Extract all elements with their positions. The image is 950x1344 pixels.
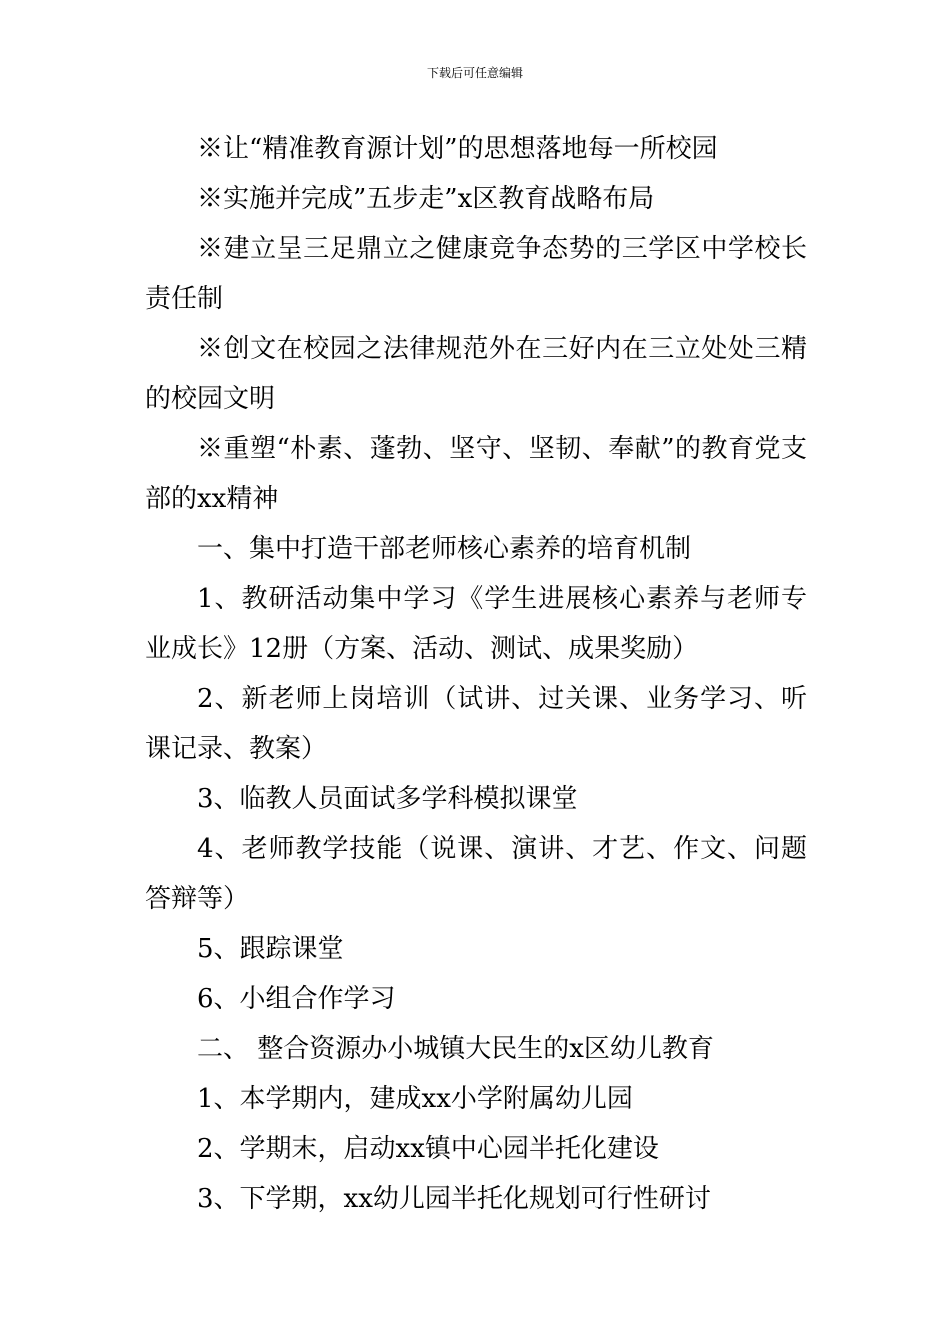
paragraph-3: ※建立呈三足鼎立之健康竞争态势的三学区中学校长责任制 <box>145 234 807 314</box>
list-item-1-2: 2、新老师上岗培训（试讲、过关课、业务学习、听课记录、教案） <box>145 684 807 764</box>
list-item-2-3: 3、下学期，xx幼儿园半托化规划可行性研讨 <box>197 1184 711 1214</box>
paragraph-5: ※重塑“朴素、蓬勃、坚守、坚韧、奉献”的教育党支部的xx精神 <box>145 434 807 514</box>
list-item-2-2: 2、学期末，启动xx镇中心园半托化建设 <box>197 1134 659 1164</box>
document-body <box>145 124 807 1224</box>
paragraph-2: ※实施并完成”五步走”x区教育战略布局 <box>197 184 655 214</box>
paragraph-1: ※让“精准教育源计划”的思想落地每一所校园 <box>197 134 718 164</box>
list-item-1-5: 5、跟踪课堂 <box>197 934 344 964</box>
list-item-1-6: 6、小组合作学习 <box>197 984 396 1014</box>
list-item-1-3: 3、临教人员面试多学科模拟课堂 <box>197 784 578 814</box>
paragraph-4: ※创文在校园之法律规范外在三好内在三立处处三精的校园文明 <box>145 334 807 414</box>
list-item-1-1: 1、教研活动集中学习《学生进展核心素养与老师专业成长》12册（方案、活动、测试、成果奖励） <box>145 584 807 664</box>
page-header: 下载后可任意编辑 <box>426 66 523 80</box>
list-item-2-1: 1、本学期内，建成xx小学附属幼儿园 <box>197 1084 633 1114</box>
section-heading-1: 一、集中打造干部老师核心素养的培育机制 <box>197 534 692 564</box>
list-item-1-4: 4、老师教学技能（说课、演讲、才艺、作文、问题答辩等） <box>145 834 807 914</box>
section-heading-2: 二、 整合资源办小城镇大民生的x区幼儿教育 <box>197 1034 714 1064</box>
